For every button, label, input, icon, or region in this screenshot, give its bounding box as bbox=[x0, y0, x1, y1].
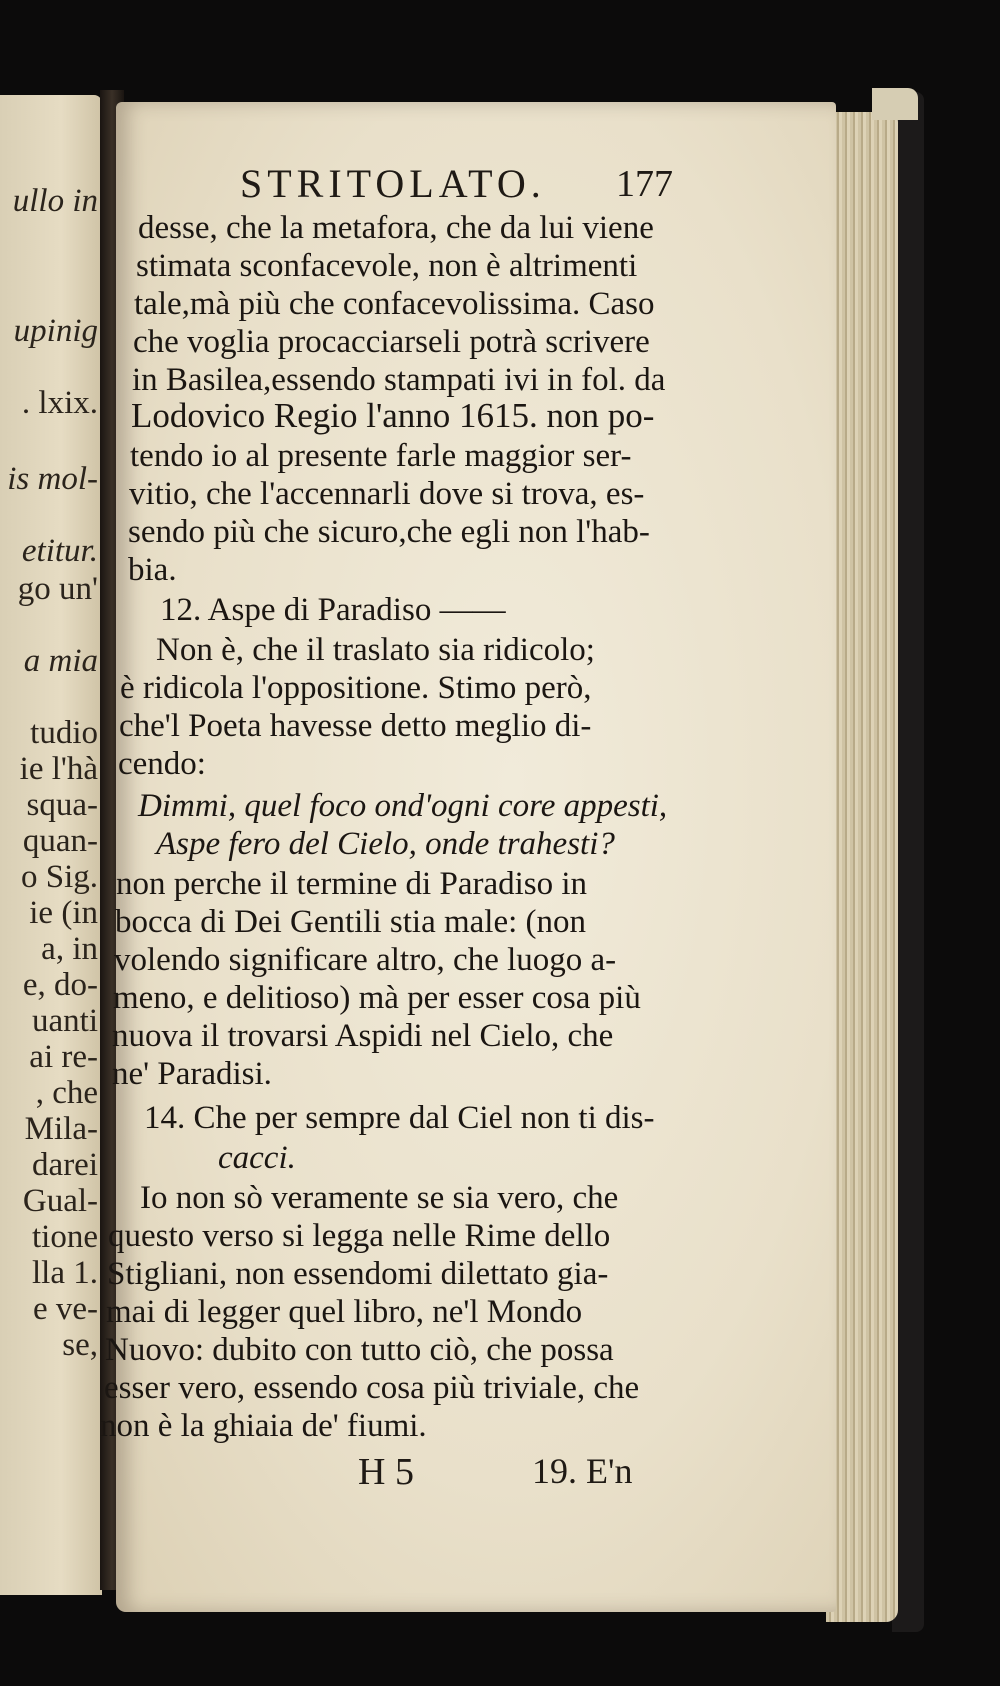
text-line: tale,mà più che confacevolissima. Caso bbox=[134, 286, 655, 322]
text-line: mai di legger quel libro, ne'l Mondo bbox=[106, 1294, 583, 1330]
text-line: Non è, che il traslato sia ridicolo; bbox=[156, 632, 595, 668]
text-line: esser vero, essendo cosa più triviale, che bbox=[104, 1370, 640, 1406]
left-page-line: ullo in bbox=[12, 183, 98, 219]
text-line: bia. bbox=[128, 552, 177, 588]
previous-page-fragment bbox=[0, 95, 102, 1595]
page-edges bbox=[826, 112, 898, 1622]
text-line: in Basilea,essendo stampati ivi in fol. da bbox=[132, 362, 666, 398]
text-line: desse, che la metafora, che da lui viene bbox=[138, 210, 654, 246]
signature-mark: H 5 bbox=[358, 1451, 414, 1493]
left-page-line: se, bbox=[62, 1327, 98, 1363]
left-page-line: tione bbox=[32, 1219, 98, 1255]
left-page-line: , che bbox=[35, 1075, 98, 1111]
text-line: bocca di Dei Gentili stia male: (non bbox=[115, 904, 587, 940]
left-page-line: darei bbox=[32, 1147, 98, 1183]
text-line: tendo io al presente farle maggior ser- bbox=[130, 438, 632, 474]
text-line: vitio, che l'accennarli dove si trova, es- bbox=[129, 476, 645, 512]
left-page-line: quan- bbox=[22, 823, 98, 859]
left-page-line: upinig bbox=[13, 313, 98, 349]
running-head: STRITOLATO. bbox=[240, 161, 546, 206]
left-page-line: ie l'hà bbox=[19, 751, 98, 787]
text-line: è ridicola l'oppositione. Stimo però, bbox=[120, 670, 592, 706]
left-page-line: lla 1. bbox=[32, 1255, 98, 1291]
left-page-line: go un' bbox=[17, 571, 98, 607]
left-page-line: a mia bbox=[23, 643, 98, 679]
text-line: Nuovo: dubito con tutto ciò, che possa bbox=[105, 1332, 614, 1368]
left-page-line: Gual- bbox=[22, 1183, 98, 1219]
text-line: cacci. bbox=[218, 1140, 296, 1176]
left-page-line: ai re- bbox=[29, 1039, 98, 1075]
text-line: Lodovico Regio l'anno 1615. non po- bbox=[131, 396, 655, 435]
text-line: Stigliani, non essendomi dilettato gia- bbox=[107, 1256, 609, 1292]
left-page-line: tudio bbox=[30, 715, 98, 751]
left-page-line: Mila- bbox=[24, 1111, 98, 1147]
left-page-line: o Sig. bbox=[20, 859, 98, 895]
left-page-line: a, in bbox=[41, 931, 98, 967]
text-line: volendo significare altro, che luogo a- bbox=[114, 942, 617, 978]
text-line: cendo: bbox=[118, 746, 206, 782]
section-heading: 12. Aspe di Paradiso —— bbox=[160, 592, 506, 628]
text-line: stimata sconfacevole, non è altrimenti bbox=[136, 248, 638, 284]
cover-corner bbox=[872, 88, 918, 120]
left-page-line: ie (in bbox=[29, 895, 98, 931]
text-line: ne' Paradisi. bbox=[112, 1056, 272, 1092]
section-heading: 14. Che per sempre dal Ciel non ti dis- bbox=[144, 1100, 655, 1136]
left-page-line: . lxix. bbox=[21, 385, 98, 421]
text-line: che voglia procacciarseli potrà scrivere bbox=[133, 324, 650, 360]
left-page-line: is mol- bbox=[7, 461, 98, 497]
verse-line: Aspe fero del Cielo, onde trahesti? bbox=[156, 826, 615, 862]
left-page-line: squa- bbox=[26, 787, 98, 823]
text-line: Io non sò veramente se sia vero, che bbox=[140, 1180, 619, 1216]
left-page-line: e ve- bbox=[32, 1291, 98, 1327]
text-line: questo verso si legga nelle Rime dello bbox=[108, 1218, 611, 1254]
text-line: sendo più che sicuro,che egli non l'hab- bbox=[128, 514, 650, 550]
text-line: meno, e delitioso) mà per esser cosa più bbox=[113, 980, 641, 1016]
left-page-line: uanti bbox=[32, 1003, 98, 1039]
text-line: non è la ghiaia de' fiumi. bbox=[100, 1408, 427, 1444]
left-page-line: e, do- bbox=[22, 967, 98, 1003]
verse-line: Dimmi, quel foco ond'ogni core appesti, bbox=[138, 788, 668, 824]
text-line: nuova il trovarsi Aspidi nel Cielo, che bbox=[112, 1018, 614, 1054]
left-page-line: etitur. bbox=[21, 533, 98, 569]
catchword: 19. E'n bbox=[532, 1451, 633, 1491]
page-number: 177 bbox=[616, 163, 673, 205]
text-line: che'l Poeta havesse detto meglio di- bbox=[119, 708, 592, 744]
text-line: non perche il termine di Paradiso in bbox=[116, 866, 588, 902]
